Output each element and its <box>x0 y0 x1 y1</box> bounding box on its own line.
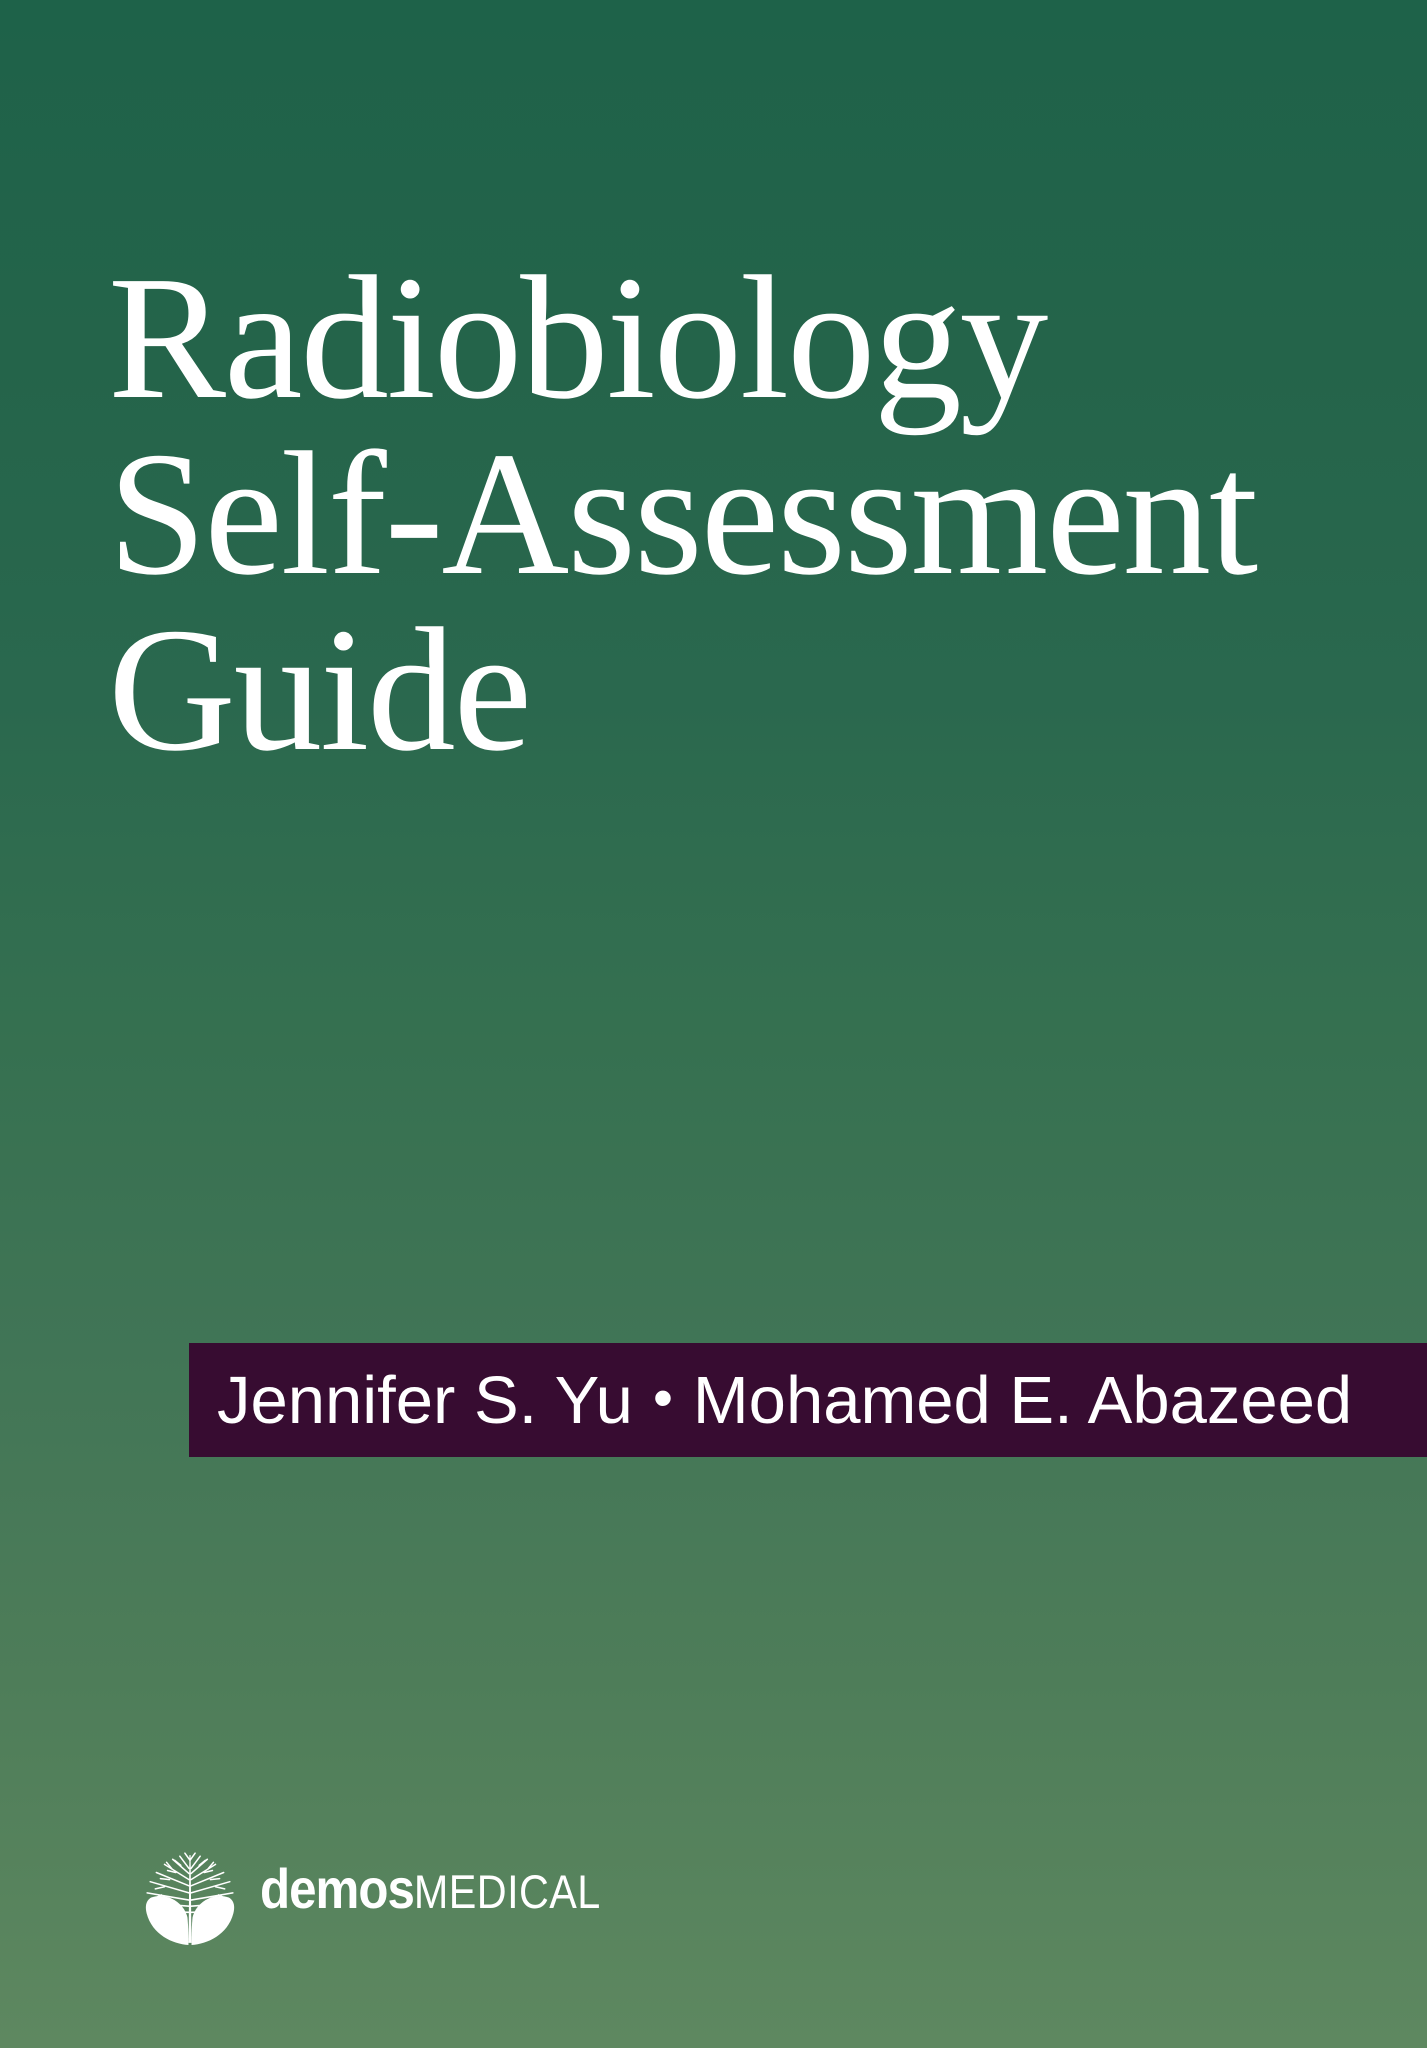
demos-tree-icon <box>136 1846 244 1948</box>
bullet-separator: • <box>652 1366 673 1430</box>
author-band <box>189 1343 1427 1457</box>
book-title <box>108 240 1257 788</box>
publisher-logo <box>136 1846 647 1948</box>
publisher-name <box>260 1856 601 1921</box>
demos-wordmark: demos <box>260 1857 414 1920</box>
medical-wordmark: MEDICAL <box>413 1865 601 1918</box>
title-line-1: Radiobiology <box>108 240 1047 436</box>
author-name-2: Mohamed E. Abazeed <box>692 1362 1353 1438</box>
author-name-1: Jennifer S. Yu <box>217 1362 633 1438</box>
title-line-3: Guide <box>108 592 530 788</box>
title-line-2: Self-Assessment <box>108 416 1257 612</box>
